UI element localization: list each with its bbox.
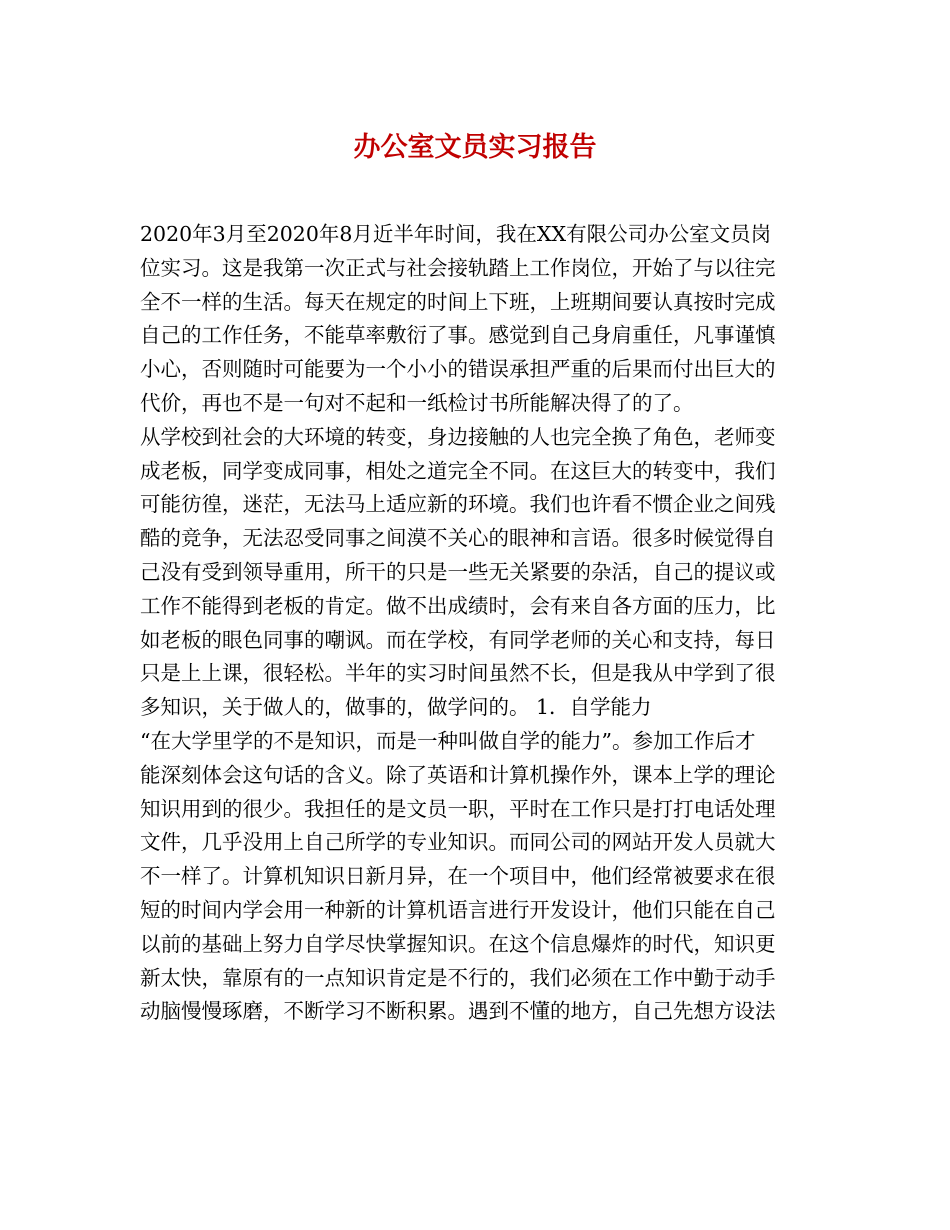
text-line: 可能彷徨，迷茫，无法马上适应新的环境。我们也许看不惯企业之间残 (140, 492, 776, 517)
text-line: 多知识，关于做人的，做事的，做学问的。 1．自学能力 (140, 695, 652, 720)
text-line: 文件，几乎没用上自己所学的专业知识。而同公司的网站开发人员就大 (140, 830, 776, 855)
text-line: 如老板的眼色同事的嘲讽。而在学校，有同学老师的关心和支持，每日 (140, 627, 776, 652)
text-line: 只是上上课，很轻松。半年的实习时间虽然不长，但是我从中学到了很 (140, 661, 776, 686)
text-line: 2020年3月至2020年8月近半年时间，我在XX有限公司办公室文员岗 (140, 222, 772, 246)
text-line: 从学校到社会的大环境的转变，身边接触的人也完全换了角色，老师变 (140, 424, 776, 449)
text-line: 酷的竞争，无法忍受同事之间漠不关心的眼神和言语。很多时候觉得自 (140, 526, 776, 551)
text-line: “在大学里学的不是知识，而是一种叫做自学的能力”。参加工作后才 (140, 728, 756, 753)
text-line: 工作不能得到老板的肯定。做不出成绩时，会有来自各方面的压力，比 (140, 593, 776, 618)
text-line: 成老板，同学变成同事，相处之道完全不同。在这巨大的转变中，我们 (140, 458, 776, 483)
text-line: 代价，再也不是一句对不起和一纸检讨书所能解决得了的了。 (140, 390, 694, 415)
text-line: 能深刻体会这句话的含义。除了英语和计算机操作外，课本上学的理论 (140, 762, 776, 787)
text-line: 短的时间内学会用一种新的计算机语言进行开发设计，他们只能在自己 (140, 897, 776, 922)
text-line: 以前的基础上努力自学尽快掌握知识。在这个信息爆炸的时代，知识更 (140, 931, 776, 956)
text-line: 新太快，靠原有的一点知识肯定是不行的，我们必须在工作中勤于动手 (140, 965, 776, 990)
document-body (140, 218, 820, 1029)
text-line: 小心，否则随时可能要为一个小小的错误承担严重的后果而付出巨大的 (140, 357, 776, 382)
text-line: 知识用到的很少。我担任的是文员一职，平时在工作只是打打电话处理 (140, 796, 776, 821)
text-line: 动脑慢慢琢磨，不断学习不断积累。遇到不懂的地方，自己先想方设法 (140, 999, 776, 1024)
document-title: 办公室文员实习报告 (353, 132, 597, 163)
text-line: 己没有受到领导重用，所干的只是一些无关紧要的杂活，自己的提议或 (140, 559, 776, 584)
text-line: 自己的工作任务，不能草率敷衍了事。感觉到自己身肩重任，凡事谨慎 (140, 323, 776, 348)
text-line: 不一样了。计算机知识日新月异，在一个项目中，他们经常被要求在很 (140, 864, 776, 889)
text-line: 全不一样的生活。每天在规定的时间上下班，上班期间要认真按时完成 (140, 289, 776, 314)
text-line: 位实习。这是我第一次正式与社会接轨踏上工作岗位，开始了与以往完 (140, 255, 776, 280)
